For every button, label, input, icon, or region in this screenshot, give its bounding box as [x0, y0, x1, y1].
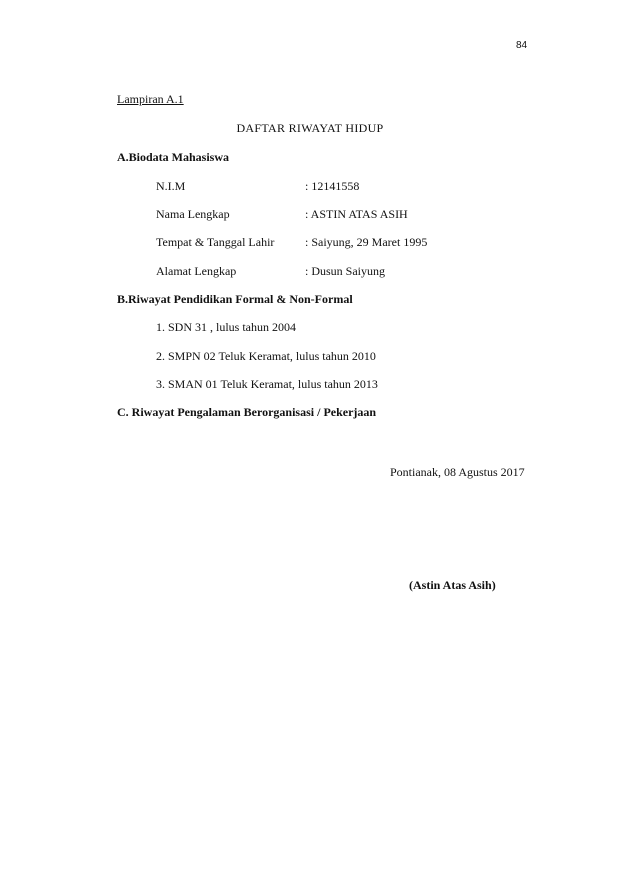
document-title: DAFTAR RIWAYAT HIDUP [236, 121, 384, 135]
section-b-heading: B.Riwayat Pendidikan Formal & Non-Formal [117, 292, 353, 306]
bio-label-birth: Tempat & Tanggal Lahir [156, 235, 275, 249]
bio-value-name: : ASTIN ATAS ASIH [305, 207, 408, 221]
bio-label-name: Nama Lengkap [156, 207, 230, 221]
signature-name: (Astin Atas Asih) [409, 578, 496, 592]
bio-value-nim: : 12141558 [305, 179, 360, 193]
education-item-sd: 1. SDN 31 , lulus tahun 2004 [156, 320, 297, 334]
attachment-label: Lampiran A.1 [117, 92, 184, 106]
place-date: Pontianak, 08 Agustus 2017 [390, 465, 525, 479]
bio-label-nim: N.I.M [156, 179, 186, 193]
education-item-sma: 3. SMAN 01 Teluk Keramat, lulus tahun 2013 [156, 377, 378, 391]
education-item-smp: 2. SMPN 02 Teluk Keramat, lulus tahun 2010 [156, 349, 376, 363]
bio-value-birth: : Saiyung, 29 Maret 1995 [305, 235, 428, 249]
bio-value-address: : Dusun Saiyung [305, 264, 386, 278]
page-number: 84 [516, 40, 528, 51]
bio-label-address: Alamat Lengkap [156, 264, 237, 278]
section-c-heading: C. Riwayat Pengalaman Berorganisasi / Pekerjaan [117, 405, 377, 419]
section-a-heading: A.Biodata Mahasiswa [117, 150, 230, 164]
